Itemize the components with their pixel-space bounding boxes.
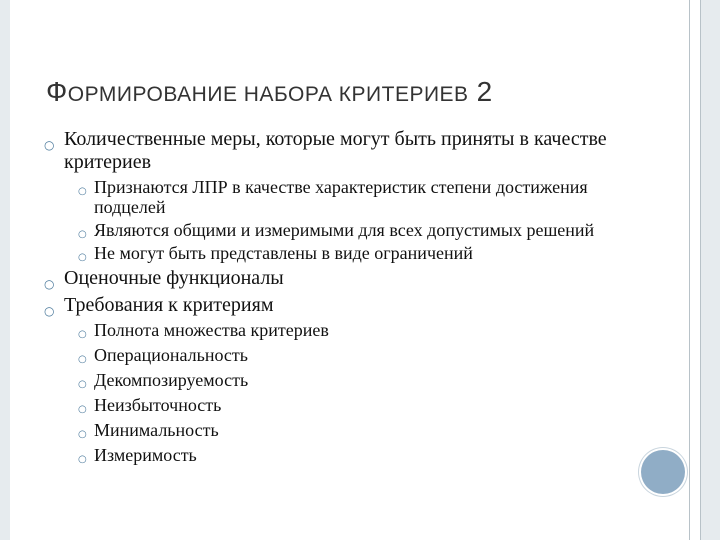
sub-bullet-text: Являются общими и измеримыми для всех допустимых решений: [94, 220, 595, 240]
sub-bullet-item: [64, 220, 614, 240]
circle-bullet-icon: ○: [78, 429, 87, 440]
circle-bullet-icon: ○: [78, 186, 87, 197]
bullet-text: Количественные меры, которые могут быть приняты в качестве критериев: [64, 128, 607, 173]
circle-bullet-icon: ○: [78, 454, 87, 465]
bullet-text: Оценочные функционалы: [64, 267, 284, 289]
bullet-list: [44, 128, 614, 465]
circle-bullet-icon: ○: [44, 304, 55, 318]
left-border-decoration: [0, 0, 10, 540]
circle-bullet-icon: ○: [78, 252, 87, 263]
decorative-circle: [641, 450, 685, 494]
title-rest: ОРМИРОВАНИЕ НАБОРА КРИТЕРИЕВ: [67, 83, 469, 106]
sub-bullet-text: Измеримость: [94, 445, 197, 465]
sub-bullet-item: [64, 320, 614, 340]
title-initial: Ф: [46, 76, 68, 107]
circle-bullet-icon: ○: [44, 277, 55, 291]
circle-bullet-icon: ○: [78, 229, 87, 240]
bullet-item: [44, 267, 614, 290]
sub-bullet-text: Признаются ЛПР в качестве характеристик степени достижения подцелей: [94, 177, 588, 217]
sub-bullet-item: [64, 243, 614, 263]
sub-bullet-item: [64, 345, 614, 365]
bullet-text: Требования к критериям: [64, 294, 274, 316]
sub-bullet-text: Операциональность: [94, 345, 248, 365]
sub-bullet-item: [64, 445, 614, 465]
sub-bullet-list: [64, 177, 614, 263]
circle-bullet-icon: ○: [78, 329, 87, 340]
right-background-strip: [701, 0, 720, 540]
bullet-item: [44, 128, 614, 263]
sub-bullet-item: [64, 370, 614, 390]
sub-bullet-item: [64, 420, 614, 440]
sub-bullet-text: Полнота множества критериев: [94, 320, 329, 340]
circle-bullet-icon: ○: [78, 379, 87, 390]
right-rail-decoration: [689, 0, 701, 540]
sub-bullet-text: Декомпозируемость: [94, 370, 249, 390]
slide-content: [44, 128, 614, 465]
sub-bullet-text: Неизбыточность: [94, 395, 222, 415]
sub-bullet-item: [64, 177, 614, 217]
slide-title: [46, 76, 493, 108]
circle-bullet-icon: ○: [78, 354, 87, 365]
sub-bullet-text: Минимальность: [94, 420, 219, 440]
title-number: 2: [476, 76, 493, 107]
sub-bullet-text: Не могут быть представлены в виде ограничений: [94, 243, 473, 263]
circle-bullet-icon: ○: [78, 404, 87, 415]
sub-bullet-item: [64, 395, 614, 415]
bullet-item: [44, 294, 614, 465]
sub-bullet-list: [64, 320, 614, 465]
circle-bullet-icon: ○: [44, 138, 55, 152]
